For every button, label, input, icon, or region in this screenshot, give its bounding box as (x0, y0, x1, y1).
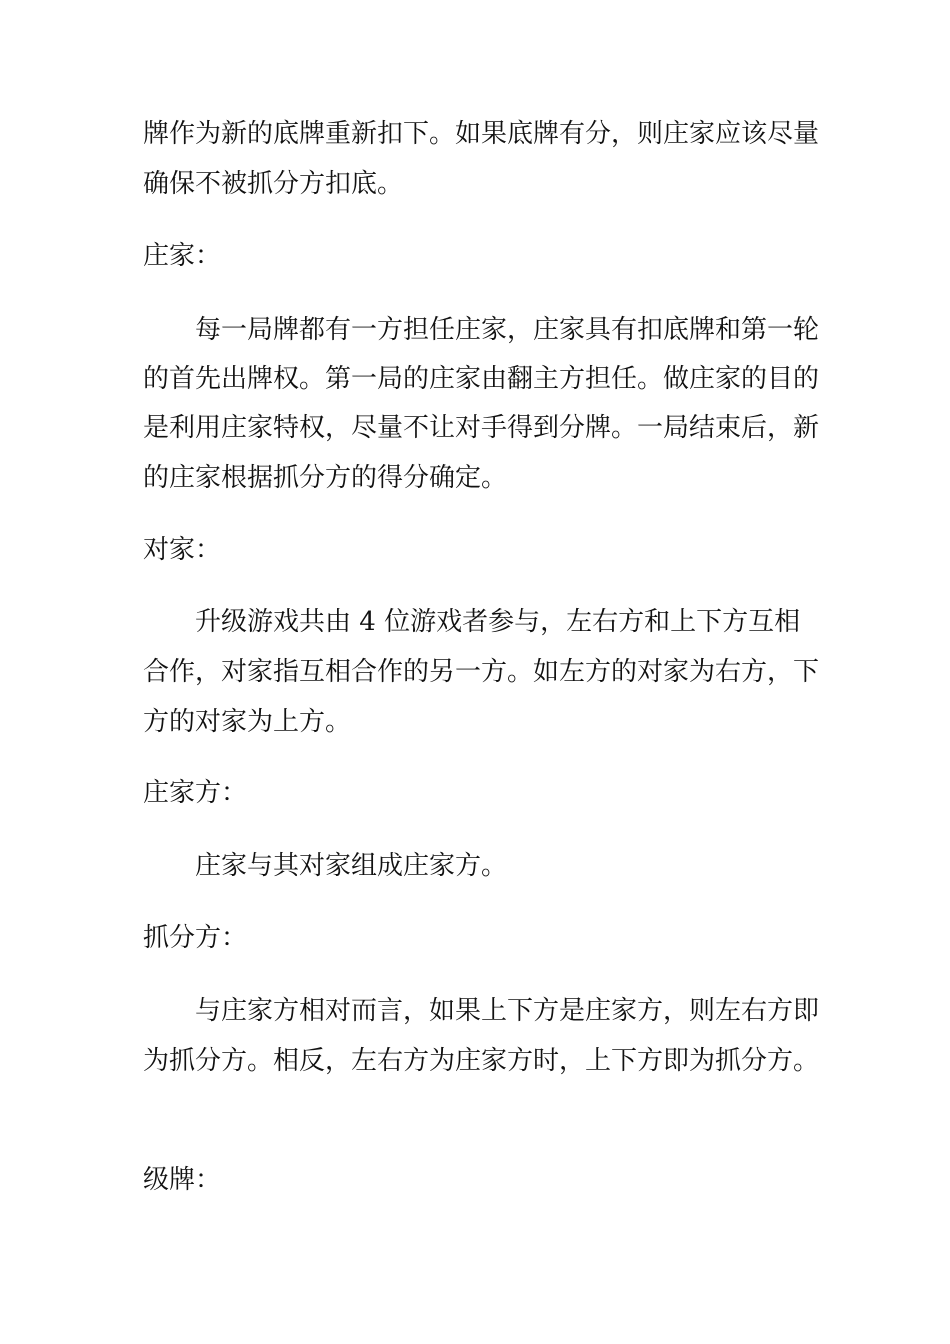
paragraph-line: 与庄家方相对而言，如果上下方是庄家方，则左右方即 (195, 996, 820, 1026)
section-heading-duijia: 对家： (143, 535, 222, 565)
section-heading-zhuangjia: 庄家： (143, 241, 222, 271)
paragraph-line: 合作，对家指互相合作的另一方。如左方的对家为右方，下 (143, 657, 820, 687)
section-heading-zhuangjiafang: 庄家方： (143, 778, 248, 808)
paragraph-line: 为抓分方。相反，左右方为庄家方时，上下方即为抓分方。 (143, 1046, 820, 1076)
paragraph-line: 是利用庄家特权，尽量不让对手得到分牌。一局结束后，新 (143, 413, 820, 443)
paragraph-line: 的首先出牌权。第一局的庄家由翻主方担任。做庄家的目的 (143, 364, 820, 394)
paragraph-line: 方的对家为上方。 (143, 707, 352, 737)
paragraph-line: 牌作为新的底牌重新扣下。如果底牌有分，则庄家应该尽量 (143, 119, 820, 149)
paragraph-line: 庄家与其对家组成庄家方。 (195, 851, 508, 881)
paragraph-line: 的庄家根据抓分方的得分确定。 (143, 463, 508, 493)
paragraph-line: 每一局牌都有一方担任庄家，庄家具有扣底牌和第一轮 (195, 315, 820, 345)
section-heading-zhuafenfang: 抓分方： (143, 923, 248, 953)
paragraph-line: 升级游戏共由 4 位游戏者参与，左右方和上下方互相 (195, 607, 801, 637)
section-heading-jipai: 级牌： (143, 1165, 222, 1195)
paragraph-line: 确保不被抓分方扣底。 (143, 169, 404, 199)
